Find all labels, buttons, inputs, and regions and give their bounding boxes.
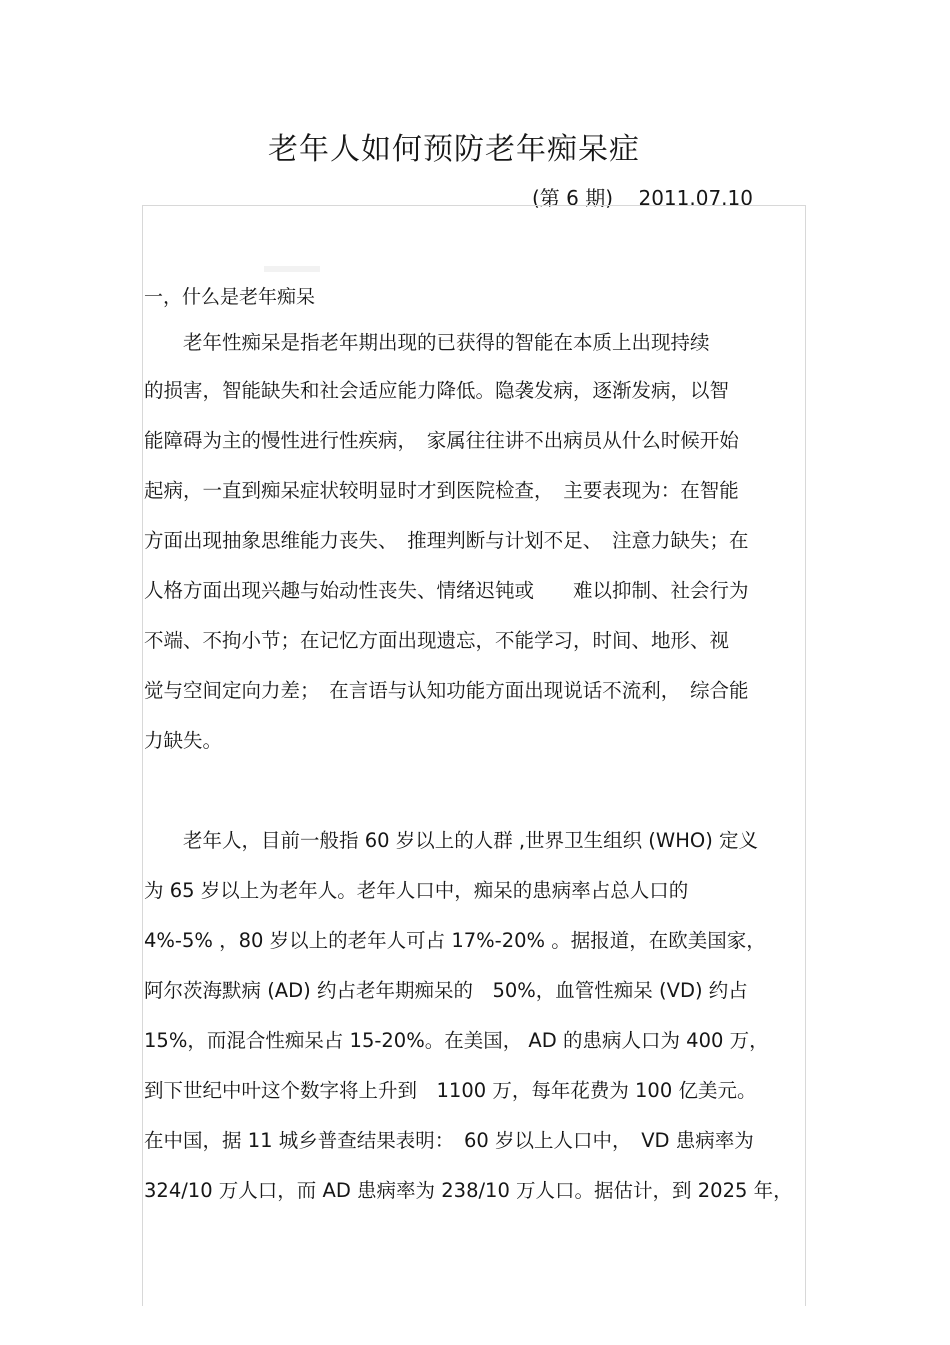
- paragraph-line: 的损害，智能缺失和社会适应能力降低。隐袭发病，逐渐发病，以智: [144, 379, 730, 402]
- paragraph-line: 人格方面出现兴趣与始动性丧失、情绪迟钝或 难以抑制、社会行为: [144, 579, 749, 602]
- document-title: 老年人如何预防老年痴呆症: [268, 132, 640, 167]
- paragraph-line: 老年性痴呆是指老年期出现的已获得的智能在本质上出现持续: [144, 331, 710, 354]
- paragraph-line: 到下世纪中叶这个数字将上升到 1100 万，每年花费为 100 亿美元。: [144, 1079, 757, 1102]
- faint-watermark: [262, 262, 322, 276]
- paragraph-line: 觉与空间定向力差； 在言语与认知功能方面出现说话不流利， 综合能: [144, 679, 749, 702]
- paragraph-line: 起病，一直到痴呆症状较明显时才到医院检查， 主要表现为：在智能: [144, 479, 739, 502]
- paragraph-line: 能障碍为主的慢性进行性疾病， 家属往往讲不出病员从什么时候开始: [144, 429, 739, 452]
- section-heading: 一，什么是老年痴呆: [144, 286, 316, 308]
- paragraph-line: 阿尔茨海默病 (AD) 约占老年期痴呆的 50%，血管性痴呆 (VD) 约占: [144, 979, 748, 1002]
- paragraph-line: 在中国，据 11 城乡普查结果表明： 60 岁以上人口中， VD 患病率为: [144, 1129, 754, 1152]
- paragraph-line: 方面出现抽象思维能力丧失、 推理判断与计划不足、 注意力缺失；在: [144, 529, 749, 552]
- paragraph-line: 15%，而混合性痴呆占 15-20%。在美国， AD 的患病人口为 400 万，: [144, 1029, 769, 1052]
- paragraph-line: 力缺失。: [144, 729, 223, 752]
- paragraph-line: 不端、不拘小节；在记忆方面出现遗忘，不能学习，时间、地形、视: [144, 629, 730, 652]
- paragraph-line: 老年人，目前一般指 60 岁以上的人群 ,世界卫生组织 (WHO) 定义: [144, 829, 759, 852]
- issue-date-line: (第 6 期) 2011.07.10: [532, 186, 753, 210]
- paragraph-line: 324/10 万人口，而 AD 患病率为 238/10 万人口。据估计，到 2025 年，: [144, 1179, 793, 1202]
- paragraph-line: 为 65 岁以上为老年人。老年人口中，痴呆的患病率占总人口的: [144, 879, 689, 902]
- paragraph-line: 4%-5% ，80 岁以上的老年人可占 17%-20% 。据报道，在欧美国家，: [144, 929, 766, 952]
